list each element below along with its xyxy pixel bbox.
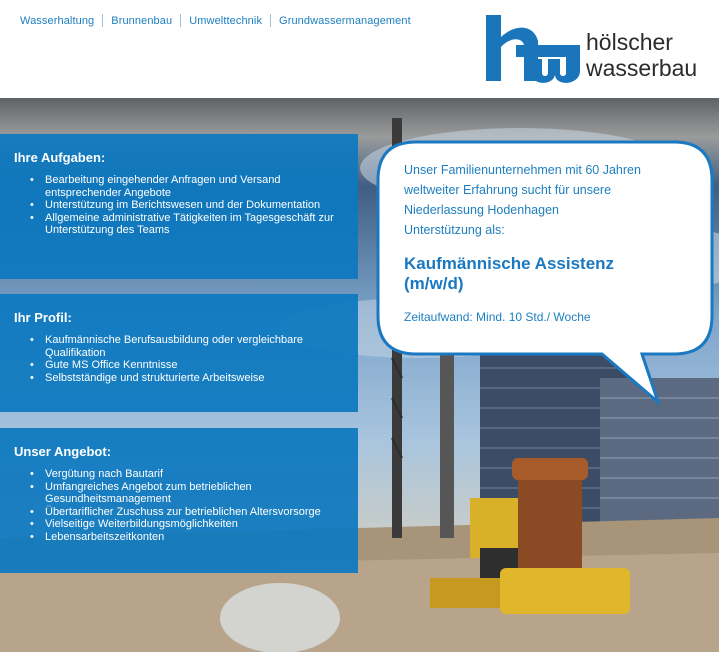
list-item: • Kaufmännische Berufsausbildung oder vergleichbare Qualifikation [45, 334, 345, 359]
nav-divider [270, 14, 271, 27]
page-header [0, 0, 719, 98]
company-logo[interactable] [486, 15, 708, 83]
list-item: • Selbstständige und strukturierte Arbeitsweise [45, 372, 345, 385]
logo-wordmark [586, 29, 697, 81]
hw-logo-icon [486, 15, 582, 83]
list-item: • Umfangreiches Angebot zum betrieblichen Gesundheitsmanagement [45, 481, 345, 506]
job-title [404, 254, 696, 294]
list-item: • Unterstützung im Berichtswesen und der Dokumentation [45, 199, 345, 212]
nav-link-brunnenbau[interactable]: Brunnenbau [111, 14, 173, 27]
logo-line-2: wasserbau [586, 55, 698, 81]
nav-link-grundwassermanagement[interactable]: Grundwassermanagement [279, 14, 411, 27]
tasks-heading: Ihre Aufgaben: [14, 150, 106, 165]
offer-panel [0, 428, 358, 573]
profile-heading: Ihr Profil: [14, 310, 72, 325]
profile-list [45, 334, 345, 384]
list-item: • Übertariflicher Zuschuss zur betrieblichen Altersvorsorge [45, 506, 345, 519]
intro-line: Unser Familienunternehmen mit 60 Jahren [404, 163, 641, 177]
nav-divider [102, 14, 103, 27]
top-navigation [20, 14, 411, 27]
nav-divider [180, 14, 181, 27]
intro-line: weltweiter Erfahrung sucht für unsere [404, 183, 612, 197]
job-announcement [404, 160, 696, 324]
list-item: • Bearbeitung eingehender Anfragen und Versand entsprechender Angebote [45, 174, 345, 199]
intro-line: Niederlassung Hodenhagen [404, 203, 559, 217]
job-title-line-1: Kaufmännische Assistenz [404, 254, 615, 273]
offer-heading: Unser Angebot: [14, 444, 112, 459]
job-title-line-2: (m/w/d) [404, 274, 464, 293]
logo-line-1: hölscher [586, 29, 673, 55]
profile-panel [0, 294, 358, 412]
intro-line: Unterstützung als: [404, 223, 505, 237]
list-item: • Allgemeine administrative Tätigkeiten im Tagesgeschäft zur Unterstützung des Teams [45, 212, 345, 237]
list-item: • Vergütung nach Bautarif [45, 468, 345, 481]
tasks-list [45, 174, 345, 237]
workload-text: Zeitaufwand: Mind. 10 Std./ Woche [404, 310, 591, 324]
nav-link-umwelttechnik[interactable]: Umwelttechnik [189, 14, 263, 27]
list-item: • Lebensarbeitszeitkonten [45, 531, 345, 544]
offer-list [45, 468, 345, 543]
nav-link-wasserhaltung[interactable]: Wasserhaltung [20, 14, 95, 27]
list-item: • Gute MS Office Kenntnisse [45, 359, 345, 372]
list-item: • Vielseitige Weiterbildungsmöglichkeiten [45, 518, 345, 531]
tasks-panel [0, 134, 358, 279]
